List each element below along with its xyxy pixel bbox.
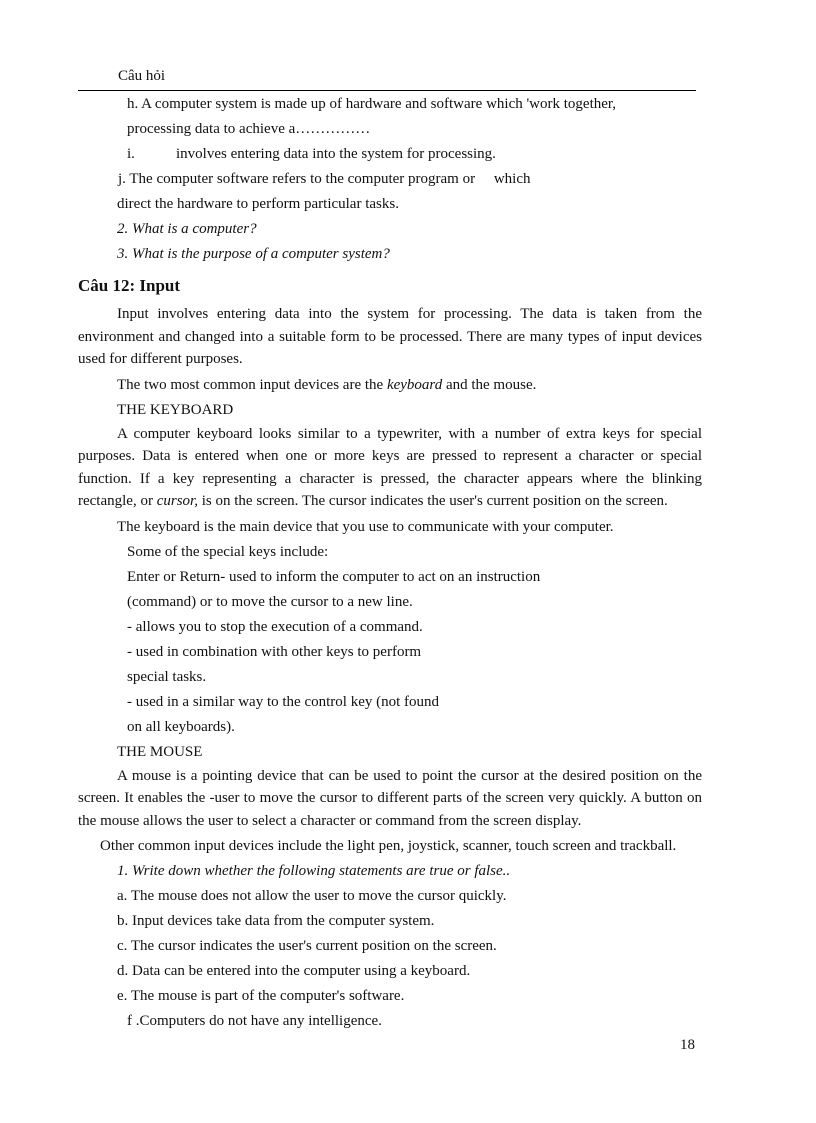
item-i-label: i. <box>127 146 135 162</box>
common-devices-text-a: The two most common input devices are the <box>117 376 387 393</box>
keyboard-italic: cursor, <box>156 493 198 509</box>
special-key-line: Some of the special keys include: <box>127 543 329 560</box>
mouse-heading: THE MOUSE <box>117 743 203 760</box>
paragraph-keyboard <box>78 423 702 513</box>
special-key-line: (command) or to move the cursor to a new line. <box>127 593 413 610</box>
special-key-line: - allows you to stop the execution of a command. <box>127 618 423 635</box>
statement-item: c. The cursor indicates the user's current position on the screen. <box>117 938 497 954</box>
statement-item: e. The mouse is part of the computer's software. <box>117 988 405 1004</box>
keyboard-heading: THE KEYBOARD <box>117 401 234 418</box>
statement-item: f .Computers do not have any intelligence. <box>127 1013 382 1029</box>
item-i-text: involves entering data into the system for processing. <box>176 146 496 162</box>
special-key-line: on all keyboards). <box>127 718 235 735</box>
special-key-line: - used in a similar way to the control key (not found <box>127 693 440 710</box>
question-2: 2. What is a computer? <box>117 221 257 237</box>
common-devices-italic: keyboard <box>386 376 443 393</box>
page-content <box>78 92 702 1034</box>
page-number: 18 <box>680 1037 695 1053</box>
item-h-line1: h. A computer system is made up of hardware and software which 'work together, <box>127 96 617 112</box>
item-j-line2: direct the hardware to perform particular tasks. <box>117 196 399 212</box>
statement-item: d. Data can be entered into the computer using a keyboard. <box>117 963 471 979</box>
item-h-line2: processing data to achieve a…………… <box>127 121 371 137</box>
statement-item: a. The mouse does not allow the user to move the cursor quickly. <box>117 888 507 904</box>
item-i <box>78 142 702 167</box>
paragraph-mouse-text: A mouse is a pointing device that can be used to point the cursor at the desired position on the screen. It enables the -user to move the cursor to different parts of the screen very quickly. A button on the mouse allows the user to select a character or command from the screen display. <box>78 767 702 829</box>
page-header <box>78 64 696 91</box>
paragraph-input-intro <box>78 303 702 371</box>
question-3: 3. What is the purpose of a computer system? <box>117 246 390 262</box>
paragraph-input-intro-text: Input involves entering data into the system for processing. The data is taken from the environment and changed into a suitable form to be processed. There are many types of input devices used for different purposes. <box>78 306 702 367</box>
paragraph-keyboard-main: The keyboard is the main device that you use to communicate with your computer. <box>117 518 614 535</box>
statement-item: b. Input devices take data from the computer system. <box>117 913 435 929</box>
keyboard-text-a: A computer keyboard looks similar to a typewriter, with a number of extra keys for special purposes. Data is entered when one or more keys are pressed to represent a character or special function. If a key representing a character is pressed, the character appears where the blinking rectangle, or <box>78 425 702 509</box>
item-j-line1: j. The computer software refers to the computer program or which <box>118 171 531 187</box>
section-heading: Câu 12: Input <box>78 276 181 295</box>
special-key-line: Enter or Return- used to inform the computer to act on an instruction <box>127 568 541 585</box>
keyboard-text-b: is on the screen. The cursor indicates the user's current position on the screen. <box>197 493 668 509</box>
special-key-line: special tasks. <box>127 668 207 685</box>
paragraph-common-devices <box>78 373 702 398</box>
header-title: Câu hỏi <box>118 68 166 84</box>
special-key-line: - used in combination with other keys to perform <box>127 643 422 660</box>
common-devices-text-b: and the mouse. <box>442 376 537 393</box>
paragraph-mouse <box>78 765 702 833</box>
question-1: 1. Write down whether the following statements are true or false.. <box>117 863 511 879</box>
paragraph-other-devices: Other common input devices include the light pen, joystick, scanner, touch screen and trackball. <box>100 838 677 854</box>
